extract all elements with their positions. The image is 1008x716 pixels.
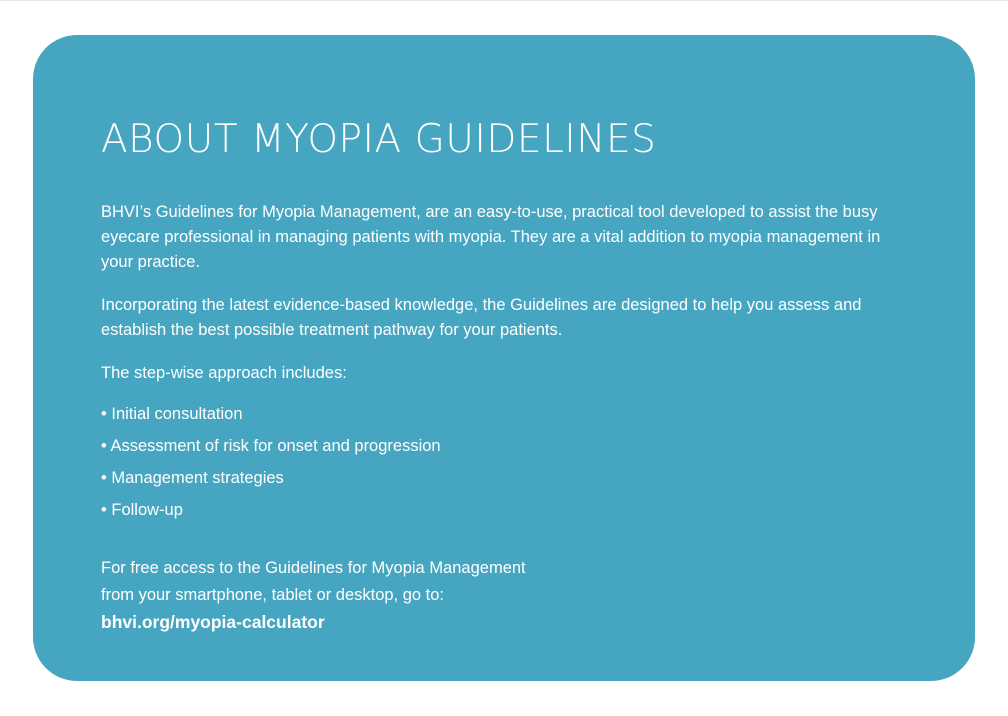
list-item: • Management strategies xyxy=(101,468,284,487)
approach-list xyxy=(101,402,915,523)
access-info xyxy=(101,555,915,637)
list-item: • Follow-up xyxy=(101,500,183,519)
access-line-1: For free access to the Guidelines for Myopia Management xyxy=(101,558,526,577)
page-title: ABOUT MYOPIA GUIDELINES xyxy=(101,117,657,162)
evidence-paragraph: Incorporating the latest evidence-based knowledge, the Guidelines are designed to help you assess and establish the best possible treatment pathway for your patients. xyxy=(101,295,862,339)
top-divider xyxy=(0,0,1008,1)
approach-intro: The step-wise approach includes: xyxy=(101,363,347,382)
access-line-2: from your smartphone, tablet or desktop, go to: xyxy=(101,585,445,604)
intro-paragraph: BHVI’s Guidelines for Myopia Management, are an easy-to-use, practical tool developed to assist the busy eyecare professional in managing patients with myopia. They are a vital addition to myopia management in your practice. xyxy=(101,202,881,271)
list-item: • Initial consultation xyxy=(101,404,243,423)
myopia-guidelines-card xyxy=(33,35,975,681)
calculator-link[interactable]: bhvi.org/myopia-calculator xyxy=(101,611,325,632)
list-item: • Assessment of risk for onset and progression xyxy=(101,436,441,455)
